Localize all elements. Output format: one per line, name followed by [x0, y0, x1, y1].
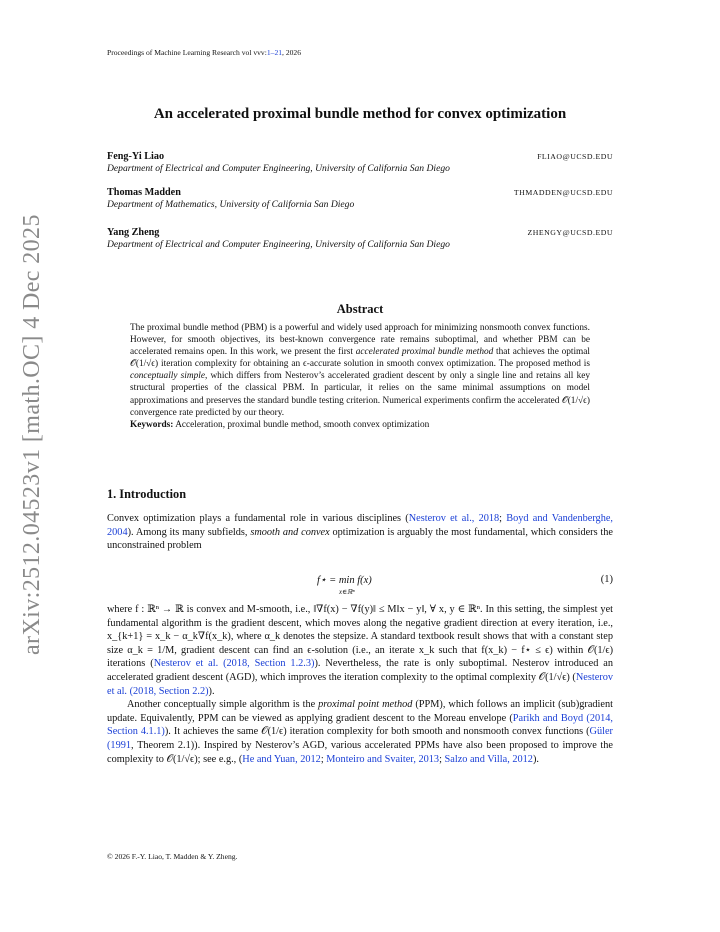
arxiv-identifier: arXiv:2512.04523v1 [math.OC] 4 Dec 2025: [19, 214, 45, 655]
abstract-body: [130, 322, 590, 431]
author-affiliation: Department of Mathematics, University of California San Diego: [107, 199, 355, 210]
author-affiliation: Department of Electrical and Computer Engineering, University of California San Diego: [107, 163, 450, 174]
author-affiliation: Department of Electrical and Computer Engineering, University of California San Diego: [107, 239, 450, 250]
citation-link[interactable]: Nesterov et al.: [153, 658, 219, 670]
author-block-3: [107, 227, 613, 250]
keywords-label: Keywords:: [130, 419, 174, 430]
abstract-emphasis: conceptually simple: [130, 371, 205, 382]
journal-header: [107, 48, 301, 57]
citation-separator: ;: [499, 513, 507, 524]
paragraph-text: (PPM), which follows an implicit (sub)gradient update. Equivalently, PPM can be viewed as applying gradient descent to the Moreau envelope (: [107, 699, 613, 724]
citation-link[interactable]: (2018, Section 1.2.3): [223, 658, 315, 670]
citation-link[interactable]: Nesterov et al., 2018: [408, 513, 500, 524]
paragraph-text: optimization is arguably the most fundamental, which considers the unconstrained problem: [107, 526, 613, 552]
citation-separator: ;: [320, 753, 327, 765]
citation-link[interactable]: He and Yuan, 2012: [242, 753, 321, 765]
abstract-heading: Abstract: [336, 302, 384, 316]
citation-link[interactable]: (2018, Section 2.2): [129, 685, 209, 697]
copyright-footer: © 2026 F.-Y. Liao, T. Madden & Y. Zheng.: [107, 852, 238, 861]
paragraph-text: Convex optimization plays a fundamental role in various disciplines (: [107, 513, 409, 524]
author-name: Yang Zheng: [107, 227, 160, 238]
author-name: Thomas Madden: [107, 187, 181, 198]
abstract-text: , which differs from Nesterov’s accelerated gradient descent by only a single line and retains all key structural properties of the classical PBM. In particular, it relies on the same minimal assumptions on model approximations and preserves the standard bundle testing criterion. Numerical experiments confirm the accelerated 𝒪(1/√ϵ) convergence rate predicted by our theory.: [130, 371, 591, 418]
paragraph-text: ).: [532, 753, 539, 765]
journal-name: Proceedings of Machine Learning Research vol vvv:: [107, 48, 267, 57]
paragraph-text: ). Among its many subfields,: [127, 526, 251, 538]
intro-paragraph-3: [107, 698, 613, 766]
paragraph-emphasis: smooth and convex: [250, 526, 330, 538]
abstract-text: The proximal bundle method (PBM) is a powerful and widely used approach for minimizing nonsmooth convex functions. However, for smooth objectives, its best-known convergence rate remains suboptimal, and whether PBM can be accelerated remains open. In this work, we present the first: [130, 323, 590, 358]
equation-subscript: x∈ℝⁿ: [339, 589, 355, 596]
keywords: Acceleration, proximal bundle method, smooth convex optimization: [173, 419, 430, 430]
author-name: Feng-Yi Liao: [107, 151, 165, 162]
paragraph-text: Another conceptually simple algorithm is the: [127, 699, 319, 711]
citation-separator: ;: [439, 753, 445, 765]
pages-link[interactable]: 1–21: [266, 48, 283, 57]
author-block-1: [107, 151, 613, 174]
abstract-emphasis: accelerated proximal bundle method: [355, 347, 494, 358]
equation-number: (1): [600, 574, 613, 585]
paragraph-text: , Theorem 2.1)). Inspired by Nesterov’s AGD, various accelerated PPMs have also been proposed to improve the complexity to 𝒪(1/√ϵ); see e.g., (: [107, 739, 613, 765]
author-block-2: [107, 187, 613, 210]
citation-link[interactable]: (1991: [107, 739, 132, 751]
paragraph-text: ). Nevertheless, the rate is only suboptimal. Nesterov introduced an accelerated gradient descent (AGD), which improves the iteration complexity to the optimal complexity 𝒪(1/√ϵ) (: [107, 658, 614, 683]
citation-link[interactable]: Monteiro and Svaiter, 2013: [326, 753, 440, 765]
author-email: THMADDEN@UCSD.EDU: [513, 188, 613, 197]
author-email: ZHENGY@UCSD.EDU: [527, 228, 613, 237]
author-email: FLIAO@UCSD.EDU: [537, 152, 613, 161]
citation-link[interactable]: Güler: [589, 726, 613, 738]
journal-year: , 2026: [282, 48, 302, 57]
citation-link[interactable]: Parikh and Boyd: [512, 712, 584, 724]
paragraph-text: ). It achieves the same 𝒪(1/ϵ) iteration complexity for both smooth and nonsmooth convex functions (: [164, 726, 590, 738]
paper-title: An accelerated proximal bundle method for convex optimization: [153, 106, 567, 122]
citation-link[interactable]: Boyd and Vandenberghe, 2004: [107, 513, 613, 538]
intro-paragraph-2: [107, 603, 613, 766]
citation-link[interactable]: Nesterov et al.: [107, 671, 613, 697]
paragraph-text: where f : ℝⁿ → ℝ is convex and M-smooth, i.e., ‖∇f(x) − ∇f(y)‖ ≤ M‖x − y‖, ∀ x, y ∈ ℝⁿ. In this setting, the simplest yet fundamental algorithm is the gradient descent, which moves along the negative gradient direction at every iteration, i.e., x_{k+1} = x_k − α_k∇f(x_k), where α_k denotes the stepsize. A standard textbook result shows that with a constant step size α_k = 1/M, gradient descent can find an ϵ-solution (i.e., an iterate x_k such that f(x_k) − f⋆ ≤ ϵ) within 𝒪(1/ϵ) iterations (: [107, 604, 613, 670]
section-heading-introduction: 1. Introduction: [107, 487, 187, 501]
paragraph-emphasis: proximal point method: [318, 699, 413, 711]
abstract-text: that achieves the optimal 𝒪(1/√ϵ) iteration complexity for obtaining an ϵ-accurate solution in smooth convex optimization. The proposed method is: [130, 347, 590, 370]
paragraph-text: ).: [208, 685, 215, 697]
citation-link[interactable]: (2014, Section 4.1.1): [107, 712, 613, 738]
equation-expression: f⋆ = min f(x): [317, 575, 372, 586]
citation-link[interactable]: Salzo and Villa, 2012: [444, 753, 533, 765]
intro-paragraph-1: [107, 512, 613, 553]
equation-1: [107, 572, 613, 602]
